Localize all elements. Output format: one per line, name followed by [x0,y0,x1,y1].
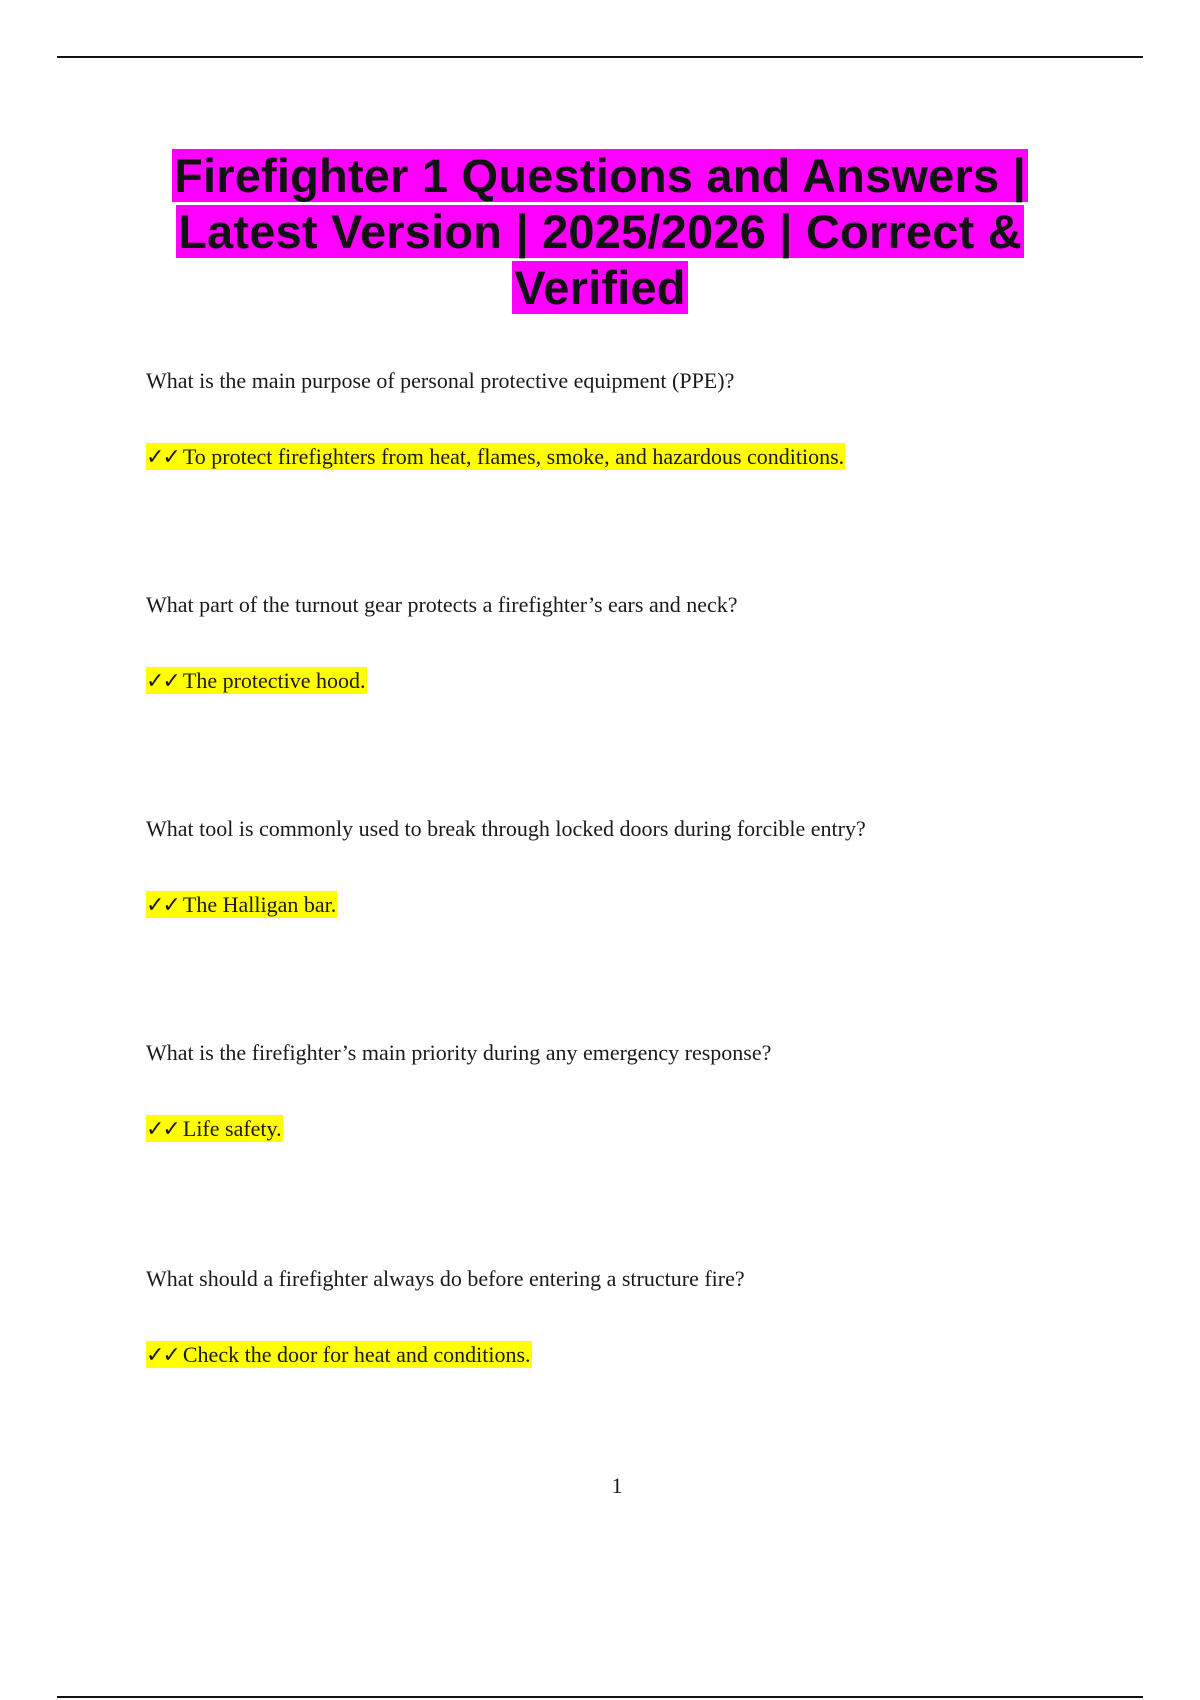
qa-item [146,367,1106,472]
footer-rule [57,1696,1143,1698]
answer-label: The protective hood. [182,668,366,693]
answer-label: Life safety. [182,1116,282,1141]
header-rule [57,56,1143,58]
answer-highlight [146,443,845,470]
answer-text [146,443,1106,472]
page-number: 1 [611,1473,623,1498]
double-check-icon: ✓✓ [146,669,179,694]
answer-label: The Halligan bar. [182,892,337,917]
answer-text [146,667,1106,696]
answer-highlight [146,667,367,694]
question-text: What should a firefighter always do before entering a structure fire? [146,1266,745,1291]
double-check-icon: ✓✓ [146,893,179,918]
answer-text [146,1115,1106,1144]
document-title-text: Firefighter 1 Questions and Answers | Latest Version | 2025/2026 | Correct & Verified [174,149,1026,314]
qa-item [146,1039,1106,1144]
answer-text [146,1341,1106,1370]
double-check-icon: ✓✓ [146,1117,179,1142]
double-check-icon: ✓✓ [146,1343,179,1368]
document-title [100,148,1100,316]
question-text: What is the firefighter’s main priority during any emergency response? [146,1040,772,1065]
question-text: What part of the turnout gear protects a firefighter’s ears and neck? [146,592,738,617]
answer-highlight [146,1341,532,1368]
qa-item [146,815,1106,920]
answer-highlight [146,891,337,918]
answer-label: Check the door for heat and conditions. [182,1342,531,1367]
question-text: What tool is commonly used to break through locked doors during forcible entry? [146,816,866,841]
question-text: What is the main purpose of personal protective equipment (PPE)? [146,368,735,393]
document-title-block [100,148,1100,316]
answer-label: To protect firefighters from heat, flames, smoke, and hazardous conditions. [182,444,845,469]
qa-item [146,1265,1106,1370]
answer-text [146,891,1106,920]
qa-item [146,591,1106,696]
answer-highlight [146,1115,283,1142]
double-check-icon: ✓✓ [146,445,179,470]
